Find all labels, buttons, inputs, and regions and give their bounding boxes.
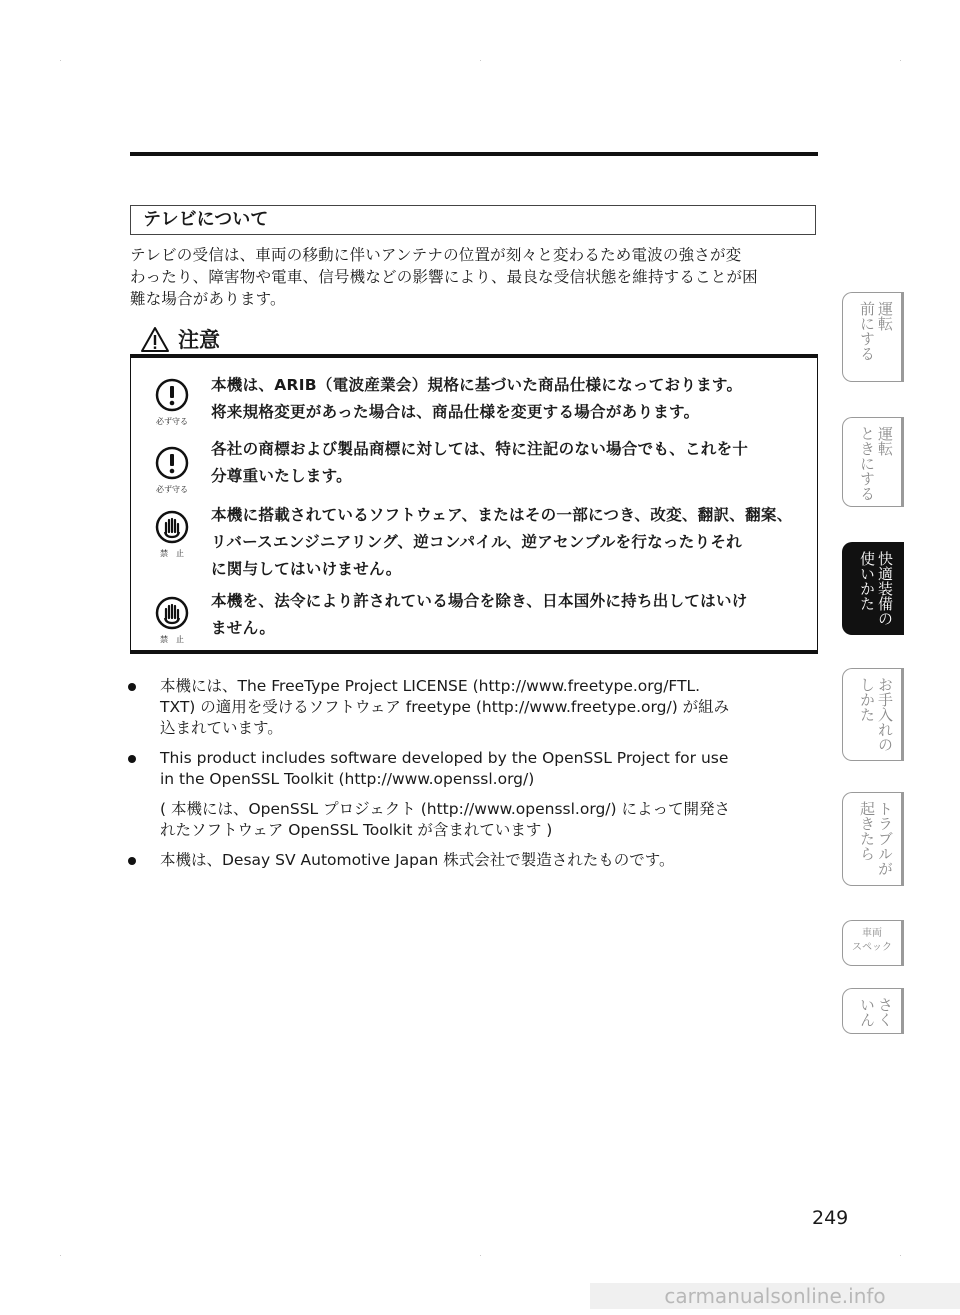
registration-mark <box>480 60 481 61</box>
tab-label: 使いかた <box>858 551 876 611</box>
tab-maintenance[interactable] <box>842 668 904 761</box>
tab-label: お手入れの <box>876 677 894 752</box>
caution-heading <box>140 323 220 355</box>
bullet-dot <box>128 857 136 865</box>
tab-label: 車両 <box>862 928 882 939</box>
registration-mark <box>900 1255 901 1256</box>
intro-line: わったり、障害物や電車、信号機などの影響により、最良な受信状態を維持することが困 <box>130 268 758 286</box>
caution-box <box>130 354 818 654</box>
caution-line: ません。 <box>211 619 276 637</box>
tab-label: 起きたら <box>858 801 876 861</box>
tab-label: スペック <box>852 942 892 953</box>
bullet-line: れたソフトウェア OpenSSL Toolkit が含まれています ) <box>160 821 553 839</box>
caution-line: 分尊重いたします。 <box>211 467 352 485</box>
registration-mark <box>60 1255 61 1256</box>
bullet-line: 本機には、The FreeType Project LICENSE (http://www.freetype.org/FTL. <box>160 677 701 695</box>
tab-label: トラブルが <box>876 801 894 876</box>
caution-text <box>211 372 811 426</box>
registration-mark <box>480 1255 481 1256</box>
tab-label: ときにする <box>858 426 876 501</box>
list-item <box>128 850 820 871</box>
caution-icon-wrap <box>149 378 195 427</box>
tab-label: いん <box>858 997 876 1027</box>
icon-caption: 必ず守る <box>156 417 188 426</box>
bullet-dot <box>128 755 136 763</box>
bullet-line: 込まれています。 <box>160 719 283 737</box>
caution-line: に関与してはいけません。 <box>211 560 402 578</box>
icon-caption: 必ず守る <box>156 485 188 494</box>
intro-paragraph <box>130 244 820 310</box>
tab-while-driving[interactable] <box>842 417 904 507</box>
tab-label: さく <box>876 997 894 1027</box>
bullet-line: in the OpenSSL Toolkit (http://www.openssl.org/) <box>160 770 535 788</box>
tab-label: 運転 <box>876 426 894 456</box>
section-title: テレビについて <box>130 205 816 235</box>
caution-line: 本機を、法令により許されている場合を除き、日本国外に持ち出してはいけ <box>211 592 748 610</box>
caution-icon-wrap <box>149 510 195 559</box>
prohibited-hand-icon <box>155 510 189 544</box>
bullet-list <box>128 676 820 880</box>
tab-label: 前にする <box>858 301 876 361</box>
registration-mark <box>900 60 901 61</box>
caution-line: リバースエンジニアリング、逆コンパイル、逆アセンブルを行なったりそれ <box>211 533 742 551</box>
caution-line: 将来規格変更があった場合は、商品仕様を変更する場合があります。 <box>211 403 700 421</box>
registration-mark <box>60 60 61 61</box>
intro-line: テレビの受信は、車両の移動に伴いアンテナの位置が刻々と変わるため電波の強さが変 <box>130 246 742 264</box>
tab-before-driving[interactable] <box>842 292 904 382</box>
tab-label: しかた <box>858 677 876 722</box>
bullet-line: 本機は、Desay SV Automotive Japan 株式会社で製造されたものです。 <box>160 851 675 869</box>
caution-line: 本機に搭載されているソフトウェア、またはその一部につき、改変、翻訳、翻案、 <box>211 506 793 524</box>
caution-line: 本機は、ARIB（電波産業会）規格に基づいた商品仕様になっております。 <box>211 376 743 394</box>
bullet-sub <box>160 799 820 841</box>
icon-caption: 禁 止 <box>160 549 184 558</box>
list-item <box>128 676 820 739</box>
caution-text <box>211 502 811 583</box>
exclamation-icon <box>155 446 189 480</box>
icon-caption: 禁 止 <box>160 635 184 644</box>
watermark: carmanualsonline.info <box>590 1283 960 1309</box>
caution-line: 各社の商標および製品商標に対しては、特に注記のない場合でも、これを十 <box>211 440 749 458</box>
list-item <box>128 748 820 841</box>
tab-index[interactable] <box>842 988 904 1034</box>
tab-troubleshooting[interactable] <box>842 792 904 886</box>
intro-line: 難な場合があります。 <box>130 290 286 308</box>
tab-vehicle-specs[interactable] <box>842 920 904 966</box>
caution-icon-wrap <box>149 596 195 645</box>
caution-text <box>211 588 811 642</box>
caution-label: 注意 <box>178 328 220 352</box>
exclamation-icon <box>155 378 189 412</box>
bullet-dot <box>128 683 136 691</box>
tab-label: 快適装備の <box>876 551 894 626</box>
prohibited-hand-icon <box>155 596 189 630</box>
tab-label: 運転 <box>876 301 894 331</box>
warning-triangle-icon <box>140 326 170 353</box>
tab-comfort-features[interactable] <box>842 542 904 635</box>
caution-text <box>211 436 811 490</box>
bullet-line: ( 本機には、OpenSSL プロジェクト (http://www.openssl.org/) によって開発さ <box>160 800 730 818</box>
bullet-line: This product includes software developed by the OpenSSL Project for use <box>160 749 729 767</box>
top-rule <box>130 152 818 156</box>
caution-icon-wrap <box>149 446 195 495</box>
bullet-line: TXT) の適用を受けるソフトウェア freetype (http://www.freetype.org/) が組み <box>160 698 730 716</box>
page-number: 249 <box>812 1207 849 1229</box>
